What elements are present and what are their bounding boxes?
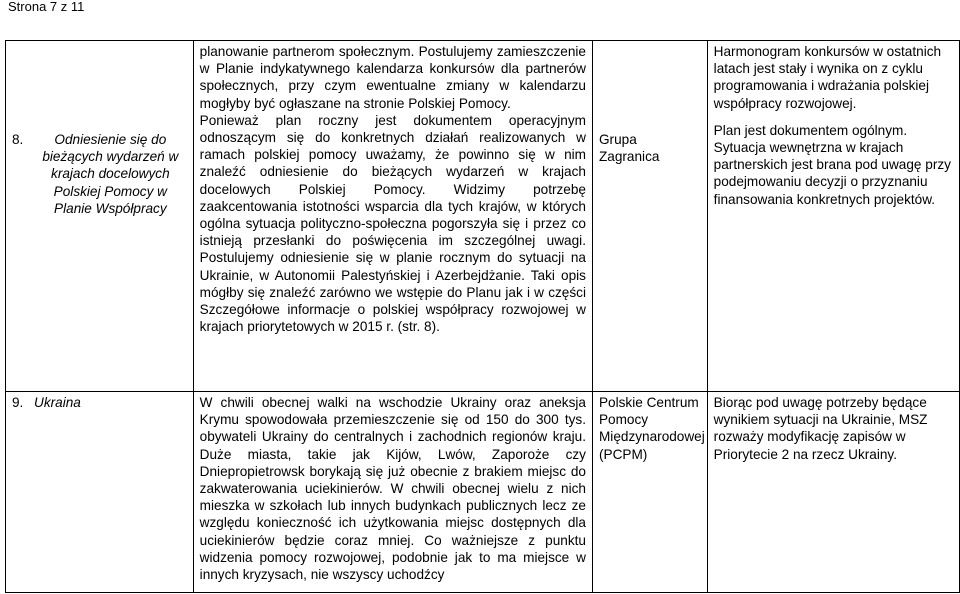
row-title: Odniesienie się do bieżących wydarzeń w krajach docelowych Polskiej Pomocy w Planie Współpracy (42, 132, 179, 216)
page-number-label: Strona 7 z 11 (8, 0, 85, 14)
row-title-cell (6, 41, 194, 392)
table-row (6, 392, 960, 593)
comments-table (5, 40, 960, 593)
row-response-paragraph: Biorąc pod uwagę potrzeby będące wynikiem sytuacji na Ukrainie, MSZ rozważy modyfikację zapisów w Priorytecie 2 na rzecz Ukrainy. (713, 395, 928, 462)
row-author-cell (592, 41, 707, 392)
row-response-cell (707, 392, 959, 593)
row-content-paragraph: planowanie partnerom społecznym. Postulujemy zamieszczenie w Planie indykatywnego kalendarza konkursów dla partnerów społecznych, przy czym ewentualne zmiany w kalendarzu mogłyby być ogłaszane na stronie Polskiej Pomocy. (199, 44, 586, 111)
row-author: Polskie Centrum Pomocy Międzynarodowej (PCPM) (598, 395, 705, 462)
row-number: 9. (12, 395, 24, 410)
row-response-cell (707, 41, 959, 392)
row-response-paragraph: Plan jest dokumentem ogólnym. Sytuacja wewnętrzna w krajach partnerskich jest brana pod uwagę przy podejmowaniu decyzji o przyznaniu finansowania konkretnych projektów. (713, 122, 951, 207)
row-content-cell (193, 41, 592, 392)
row-response-paragraph: Harmonogram konkursów w ostatnich latach jest stały i wynika on z cyklu programowania i wdrażania polskiej współpracy rozwojowej. (713, 44, 942, 111)
row-content-paragraph: Ponieważ plan roczny jest dokumentem operacyjnym odnoszącym się do konkretnych działań realizowanych w ramach polskiej pomocy uważamy, że powinno się w nim znaleźć odniesienie do bieżących wydarzeń w krajach docelowych Polskiej Pomocy. Widzimy potrzebę zaakcentowania istotności wsparcia dla tych krajów, w których ogólna sytuacja polityczno-społeczna pogorszyła się i przez co istnieją przesłanki do poświęcenia im szczególnej uwagi. Postulujemy odniesienie się w planie rocznym do sytuacji na Ukrainie, w Autonomii Palestyńskiej i Azerbejdżanie. Taki opis mógłby się znaleźć zarówno we wstępie do Planu jak i w części Szczegółowe informacje o polskiej współpracy rozwojowej w krajach priorytetowych w 2015 r. (str. 8). (199, 112, 586, 335)
row-number: 8. (12, 132, 24, 147)
row-author: Grupa Zagranica (598, 132, 660, 165)
row-title: Ukraina (34, 395, 81, 410)
row-content-paragraph: W chwili obecnej walki na wschodzie Ukrainy oraz aneksja Krymu spowodowała przemieszczenie się od 150 do 300 tys. obywateli Ukrainy do centralnych i zachodnich regionów kraju. Duże miasta, takie jak Kijów, Lwów, Zaporoże czy Dniepropietrowsk borykają się już obecnie z brakiem miejsc do zakwaterowania uciekinierów. W chwili obecnej wielu z nich mieszka w szkołach lub innych budynkach publicznych lecz ze względu konieczność ich użytkowania miejsc dostępnych dla uciekinierów będzie coraz mniej. Co ważniejsze z punktu widzenia pomocy rozwojowej, podobnie jak to ma miejsce w innych kryzysach, nie wszyscy uchodźcy (199, 395, 586, 583)
table-row (6, 41, 960, 392)
row-title-cell (6, 392, 194, 593)
row-content-cell (193, 392, 592, 593)
row-author-cell (592, 392, 707, 593)
